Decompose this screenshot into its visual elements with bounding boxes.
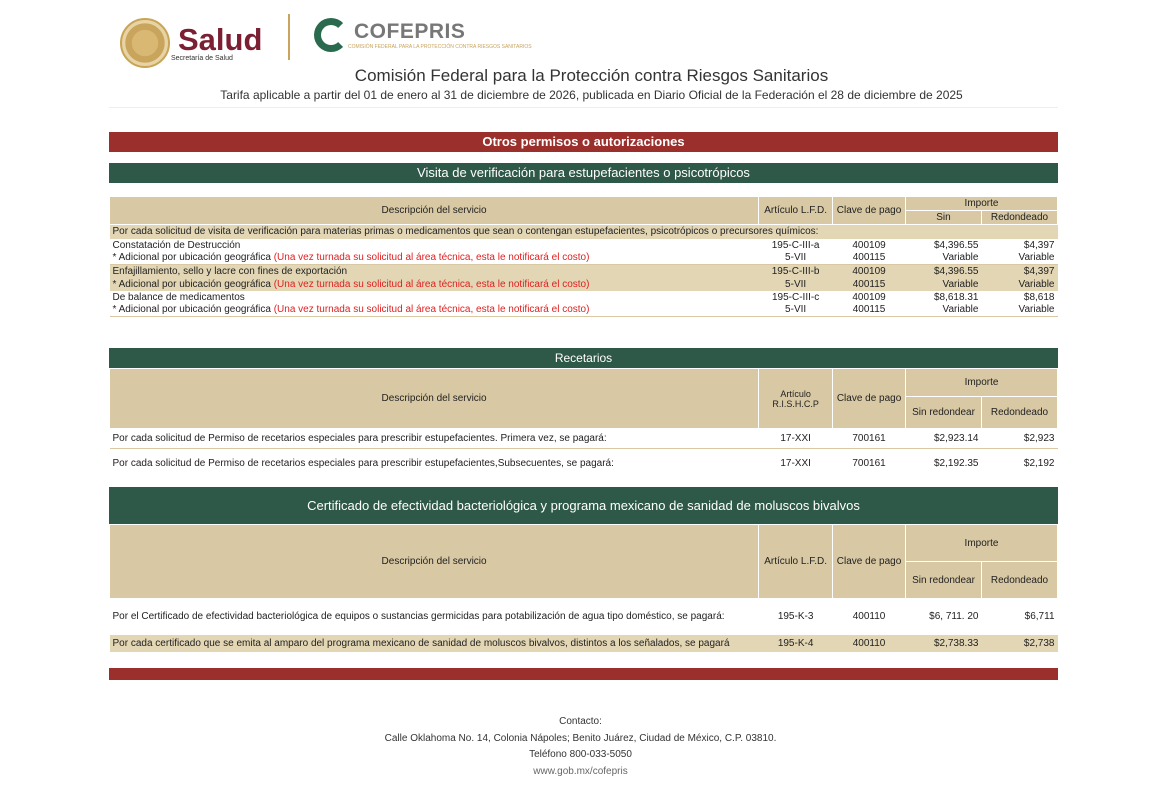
table-row [110, 449, 1058, 479]
table3-header-sin: Sin redondear [906, 562, 982, 599]
table2 [109, 368, 1058, 479]
section-title-main: Otros permisos o autorizaciones [109, 132, 1058, 152]
row-article: 5-VII [785, 252, 807, 264]
page-subtitle: Tarifa aplicable a partir del 01 de enero al 31 de diciembre de 2026, publicada en Diario Oficial de la Federación el 28 de diciembre de 2025 [220, 88, 963, 102]
table1-title: Visita de verificación para estupefacientes o psicotrópicos [109, 163, 1058, 183]
footer-phone: Teléfono 800-033-5050 [529, 749, 632, 760]
row-red: Variable [1018, 252, 1055, 264]
row-sin: $4,396.55 [933, 239, 979, 251]
bottom-bar [109, 668, 1058, 680]
table-row [110, 304, 1058, 317]
table-row [110, 239, 1058, 252]
cofepris-wordmark: COFEPRIS [354, 20, 466, 43]
row-note: (Una vez turnada su solicitud al área técnica, esta le notificará el costo) [273, 252, 590, 264]
row-article: 195-C-III-c [771, 291, 820, 303]
row-desc: Por cada solicitud de Permiso de recetarios especiales para prescribir estupefacientes,Subsecuentes, se pagará: [112, 458, 614, 470]
table3-header-redondeado: Redondeado [981, 562, 1057, 599]
row-sin: $2,923.14 [933, 433, 979, 444]
row-article: 5-VII [785, 304, 807, 316]
cofepris-subtitle: COMISIÓN FEDERAL PARA LA PROTECCIÓN CONTRA RIESGOS SANITARIOS [348, 44, 532, 50]
table1 [109, 196, 1058, 317]
mexico-seal-icon [120, 18, 170, 68]
row-sin: Variable [942, 304, 979, 316]
table3-header-desc: Descripción del servicio [110, 525, 759, 599]
table-row [110, 265, 1058, 278]
row-article: 195-C-III-a [771, 239, 820, 251]
row-red: $6,711 [1024, 611, 1055, 623]
row-desc: Por el Certificado de efectividad bacteriológica de equipos o sustancias germicidas para potabilización de agua tipo doméstico, se pagará: [112, 611, 725, 623]
table-row [110, 278, 1058, 291]
row-sin: Variable [942, 252, 979, 264]
row-red: $2,923 [1023, 433, 1055, 444]
logo-divider [288, 14, 290, 60]
row-clave: 400109 [852, 239, 886, 251]
page-title: Comisión Federal para la Protección contra Riesgos Sanitarios [354, 66, 829, 85]
row-clave: 400110 [852, 611, 886, 623]
footer-address: Calle Oklahoma No. 14, Colonia Nápoles; Benito Juárez, Ciudad de México, C.P. 03810. [384, 733, 777, 744]
footer-web[interactable]: www.gob.mx/cofepris [533, 766, 628, 777]
row-article: 195-C-III-b [771, 265, 820, 277]
table3 [109, 524, 1058, 652]
row-clave: 700161 [852, 433, 886, 444]
row-article: 195-K-3 [777, 611, 814, 623]
row-desc: Constatación de Destrucción [112, 239, 241, 251]
row-desc: Enfajillamiento, sello y lacre con fines de exportación [112, 265, 348, 277]
row-red: Variable [1018, 304, 1055, 316]
row-clave: 400110 [852, 637, 886, 649]
row-desc: * Adicional por ubicación geográfica (Una vez turnada su solicitud al área técnica, esta le notificará el costo) [112, 278, 590, 290]
table1-header-clave: Clave de pago [833, 197, 906, 225]
table1-intro: Por cada solicitud de visita de verificación para materias primas o medicamentos que sean o contengan estupefacientes, psicotrópicos o precursores químicos: [112, 226, 819, 238]
cofepris-logo [314, 18, 532, 52]
table2-header-desc: Descripción del servicio [110, 369, 759, 429]
row-article: 17-XXI [780, 458, 811, 470]
row-note: (Una vez turnada su solicitud al área técnica, esta le notificará el costo) [273, 278, 590, 290]
row-clave: 400109 [852, 291, 886, 303]
table2-title: Recetarios [109, 348, 1058, 368]
table2-header-clave: Clave de pago [833, 369, 906, 429]
header-divider [109, 107, 1058, 108]
row-sin: $4,396.55 [933, 265, 979, 277]
table1-header-redondeado: Redondeado [981, 211, 1057, 225]
table-row [110, 429, 1058, 449]
table-row [110, 635, 1058, 652]
row-red: $4,397 [1023, 265, 1055, 277]
table1-header-desc: Descripción del servicio [110, 197, 759, 225]
salud-logo [120, 18, 262, 68]
row-clave: 400109 [852, 265, 886, 277]
table-row [110, 291, 1058, 304]
row-sin: $8,618.31 [933, 291, 979, 303]
row-red: $2,192 [1023, 458, 1055, 470]
footer-contact: Contacto: [559, 716, 602, 727]
row-article: 5-VII [785, 278, 807, 290]
row-sin: $6, 711. 20 [929, 611, 979, 623]
table1-header-article: Artículo L.F.D. [759, 197, 833, 225]
row-red: Variable [1018, 278, 1055, 290]
table3-header-article: Artículo L.F.D. [759, 525, 833, 599]
row-red: $4,397 [1023, 239, 1055, 251]
row-desc: * Adicional por ubicación geográfica (Una vez turnada su solicitud al área técnica, esta le notificará el costo) [112, 304, 590, 316]
salud-wordmark: Salud [178, 21, 263, 57]
row-red: $8,618 [1023, 291, 1055, 303]
row-clave: 700161 [852, 458, 886, 470]
row-desc: * Adicional por ubicación geográfica (Una vez turnada su solicitud al área técnica, esta le notificará el costo) [112, 252, 590, 264]
row-article: 195-K-4 [777, 637, 814, 649]
row-clave: 400115 [852, 304, 886, 316]
row-desc: De balance de medicamentos [112, 291, 245, 303]
cofepris-c-icon [314, 18, 348, 52]
row-sin: Variable [942, 278, 979, 290]
row-note: (Una vez turnada su solicitud al área técnica, esta le notificará el costo) [273, 304, 590, 316]
row-desc: Por cada certificado que se emita al amparo del programa mexicano de sanidad de moluscos bivalvos, distintos a los señalados, se pagará [112, 637, 730, 649]
salud-subtitle: Secretaría de Salud [171, 54, 233, 62]
table2-header-article: Artículo R.I.S.H.C.P [759, 369, 833, 429]
row-desc: Por cada solicitud de Permiso de recetarios especiales para prescribir estupefacientes. Primera vez, se pagará: [112, 433, 607, 444]
table2-header-sin: Sin redondear [906, 397, 982, 429]
row-sin: $2,738.33 [933, 637, 979, 649]
table1-header-sin: Sin [906, 211, 982, 225]
table3-title: Certificado de efectividad bacteriológica y programa mexicano de sanidad de moluscos bivalvos [109, 487, 1058, 524]
row-sin: $2,192.35 [933, 458, 979, 470]
row-clave: 400115 [852, 278, 886, 290]
table1-header-importe: Importe [906, 197, 1058, 211]
table-row [110, 599, 1058, 635]
table-row [110, 252, 1058, 265]
table3-header-importe: Importe [906, 525, 1058, 562]
row-article: 17-XXI [780, 433, 811, 444]
row-clave: 400115 [852, 252, 886, 264]
table2-header-importe: Importe [906, 369, 1058, 397]
table3-header-clave: Clave de pago [833, 525, 906, 599]
table2-header-redondeado: Redondeado [981, 397, 1057, 429]
row-red: $2,738 [1023, 637, 1055, 649]
